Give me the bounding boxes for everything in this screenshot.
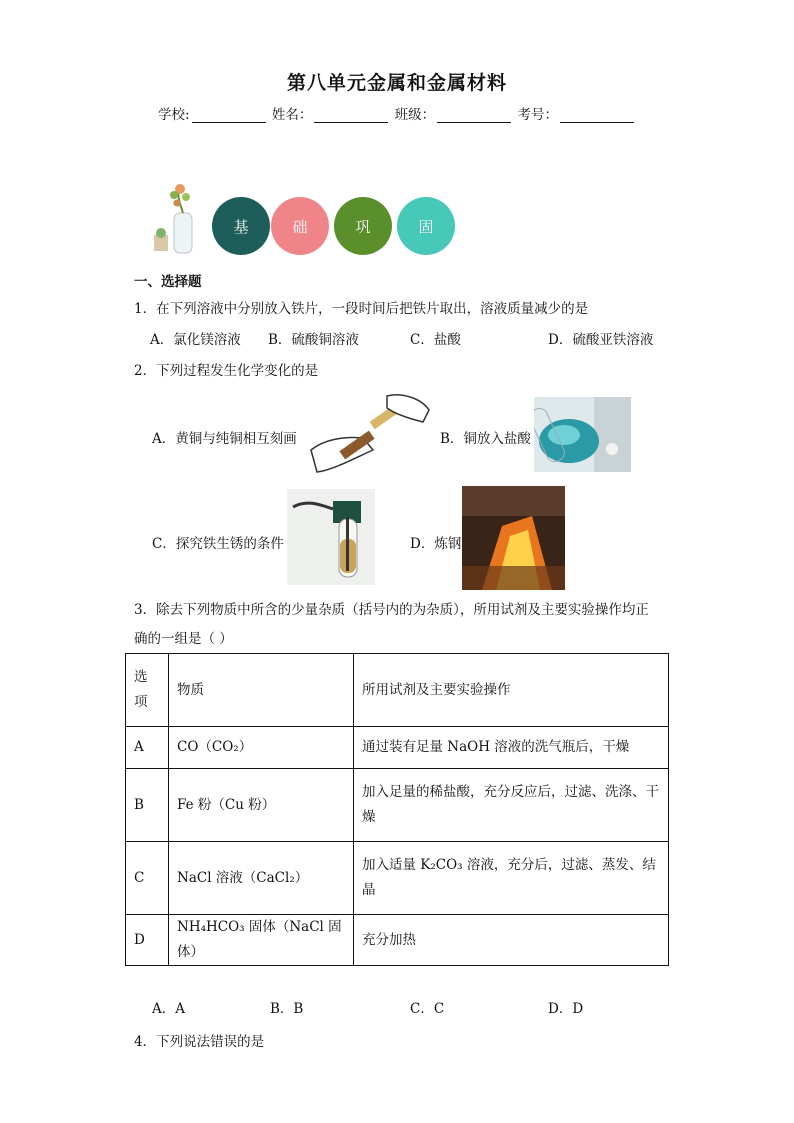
iron-rust-tube-image	[287, 489, 375, 585]
q2-option-a[interactable]: A．黄铜与纯铜相互刻画	[152, 431, 297, 447]
page-title: 第八单元金属和金属材料	[286, 72, 507, 94]
copper-hydrochloric-image	[534, 397, 631, 472]
row-d-substance: NH₄HCO₃ 固体（NaCl 固体）	[169, 915, 354, 966]
row-b-option: B	[126, 769, 169, 842]
table-row	[126, 842, 669, 915]
class-label: 班级：	[394, 107, 436, 123]
badge-gong: 巩	[334, 197, 392, 255]
row-a-method: 通过装有足量 NaOH 溶液的洗气瓶后，干燥	[354, 727, 669, 769]
table-row	[126, 769, 669, 842]
q3-option-a[interactable]: A．A	[152, 1001, 185, 1017]
header-option: 选项	[126, 654, 169, 727]
brass-scratch-image	[303, 388, 433, 476]
q2-option-b[interactable]: B．铜放入盐酸	[440, 431, 531, 447]
q3-option-c[interactable]: C．C	[410, 1001, 445, 1017]
section-heading: 一、选择题	[134, 274, 202, 290]
q1-option-b[interactable]: B．硫酸铜溶液	[268, 332, 359, 348]
q3-option-d[interactable]: D．D	[548, 1001, 584, 1017]
student-info-line	[0, 103, 794, 123]
q2-option-c[interactable]: C．探究铁生锈的条件	[152, 536, 284, 552]
name-label: 姓名：	[271, 107, 313, 123]
row-c-substance: NaCl 溶液（CaCl₂）	[169, 842, 354, 915]
table-row	[126, 915, 669, 966]
table-row	[126, 727, 669, 769]
badge-gu: 固	[397, 197, 455, 255]
row-a-substance: CO（CO₂）	[169, 727, 354, 769]
q1-option-d[interactable]: D．硫酸亚铁溶液	[548, 332, 654, 348]
row-d-option: D	[126, 915, 169, 966]
row-d-method: 充分加热	[354, 915, 669, 966]
table-header-row	[126, 654, 669, 727]
class-field[interactable]	[437, 108, 511, 123]
row-c-method: 加入适量 K₂CO₃ 溶液，充分后，过滤、蒸发、结晶	[354, 842, 669, 915]
plant-vase-icon	[150, 183, 206, 257]
row-a-option: A	[126, 727, 169, 769]
q3-stem-line1: 3．除去下列物质中所含的少量杂质（括号内的为杂质），所用试剂及主要实验操作均正	[134, 602, 649, 618]
row-b-method: 加入足量的稀盐酸，充分反应后，过滤、洗涤、干燥	[354, 769, 669, 842]
school-label: 学校:	[158, 107, 190, 123]
school-field[interactable]	[192, 108, 266, 123]
q3-stem-line2: 确的一组是（ ）	[134, 631, 233, 647]
badge-ji: 基	[212, 197, 270, 255]
row-c-option: C	[126, 842, 169, 915]
q4-stem: 4．下列说法错误的是	[134, 1034, 265, 1050]
q1-stem: 1．在下列溶液中分别放入铁片，一段时间后把铁片取出，溶液质量减少的是	[134, 301, 589, 317]
header-method: 所用试剂及主要实验操作	[354, 654, 669, 727]
exam-no-field[interactable]	[560, 108, 634, 123]
steelmaking-image	[462, 486, 565, 590]
q3-option-b[interactable]: B．B	[270, 1001, 304, 1017]
row-b-substance: Fe 粉（Cu 粉）	[169, 769, 354, 842]
q2-stem: 2．下列过程发生化学变化的是	[134, 363, 319, 379]
name-field[interactable]	[314, 108, 388, 123]
q2-option-d[interactable]: D．炼钢	[410, 536, 462, 552]
exam-no-label: 考号：	[517, 107, 558, 123]
q1-option-c[interactable]: C．盐酸	[410, 332, 461, 348]
q3-table	[125, 653, 669, 966]
badge-chu: 础	[271, 197, 329, 255]
header-substance: 物质	[169, 654, 354, 727]
q1-option-a[interactable]: A．氯化镁溶液	[150, 332, 241, 348]
